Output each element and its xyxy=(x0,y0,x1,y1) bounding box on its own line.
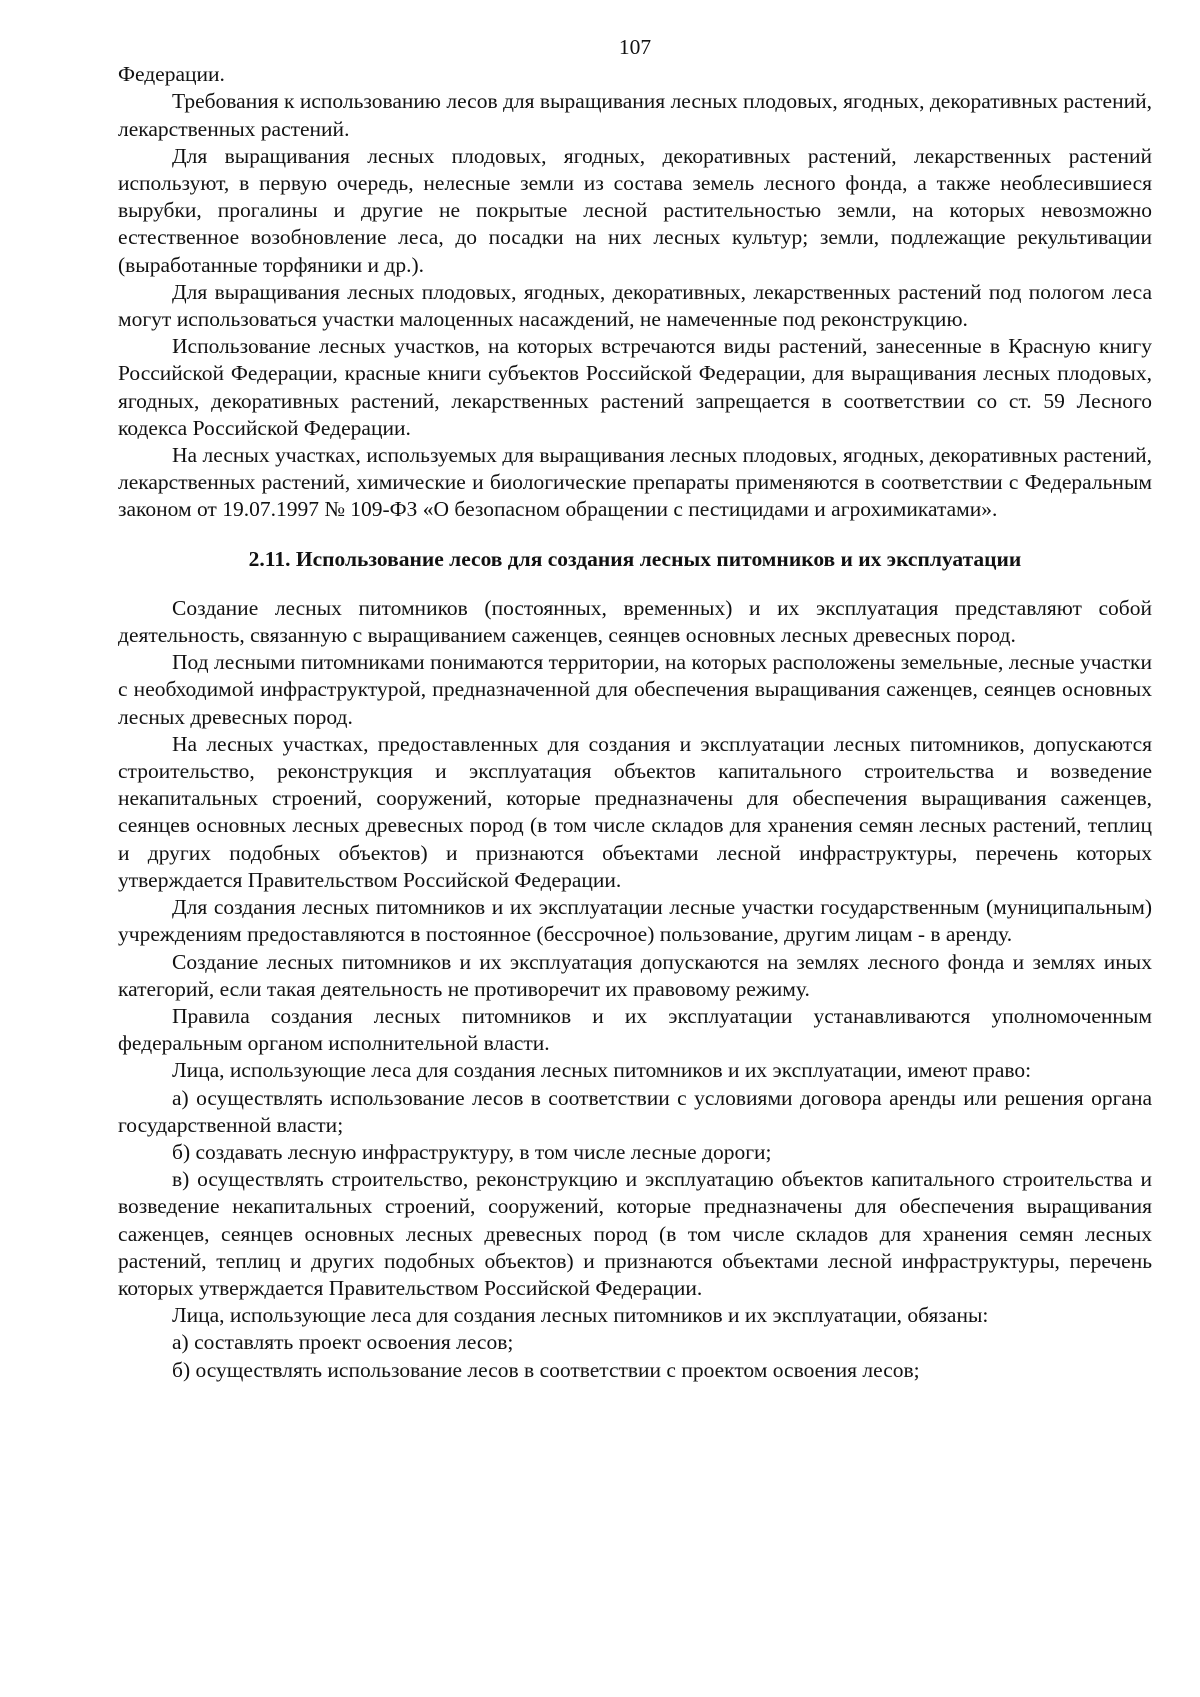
paragraph-top-5: На лесных участках, используемых для выращивания лесных плодовых, ягодных, декоративных растений, лекарственных растений, химические и биологические препараты применяются в соответствии с Федеральным законом от 19.07.1997 № 109-ФЗ «О безопасном обращении с пестицидами и агрохимикатами». xyxy=(118,443,1152,522)
paragraph-bottom-4: Создание лесных питомников и их эксплуатация допускаются на землях лесного фонда и землях иных категорий, если такая деятельность не противоречит их правовому режиму. xyxy=(118,949,1152,1001)
list-item-right-b: б) создавать лесную инфраструктуру, в том числе лесные дороги; xyxy=(172,1139,772,1164)
paragraph-obligations: Лица, использующие леса для создания лесных питомников и их эксплуатации, обязаны: xyxy=(172,1303,989,1328)
paragraph-bottom-0: Создание лесных питомников (постоянных, временных) и их эксплуатация представляют собой деятельность, связанную с выращиванием саженцев, сеянцев основных лесных древесных пород. xyxy=(118,595,1152,648)
paragraph-top-0: Федерации. xyxy=(118,62,225,87)
document-page xyxy=(118,34,1152,1384)
paragraph-top-2: Для выращивания лесных плодовых, ягодных, декоративных растений, лекарственных растений используют, в первую очередь, нелесные земли из состава земель лесного фонда, а также необлесившиеся вырубки, прогалины и другие не покрытые лесной растительностью земли, на которых невозможно естественное возобновление леса, до посадки на них лесных культур; земли, подлежащие рекультивации (выработанные торфяники и др.). xyxy=(118,143,1152,277)
paragraph-bottom-3: Для создания лесных питомников и их эксплуатации лесные участки государственным (муниципальным) учреждениям предоставляются в постоянное (бессрочное) пользование, другим лицам - в аренду. xyxy=(118,895,1152,947)
paragraph-bottom-5: Правила создания лесных питомников и их эксплуатации устанавливаются уполномоченным федеральным органом исполнительной власти. xyxy=(118,1003,1152,1056)
list-item-obligation-b: б) осуществлять использование лесов в соответствии с проектом освоения лесов; xyxy=(172,1357,920,1382)
list-item-right-v: в) осуществлять строительство, реконструкцию и эксплуатацию объектов капитального строительства и возведение некапитальных строений, сооружений, которые предназначены для обеспечения выращивания саженцев, сеянцев основных лесных древесных пород (в том числе складов для хранения семян лесных растений, теплиц и других подобных объектов) и признаются объектами лесной инфраструктуры, перечень которых утверждается Правительством Российской Федерации. xyxy=(118,1167,1152,1300)
section-heading: 2.11. Использование лесов для создания лесных питомников и их эксплуатации xyxy=(248,546,1022,571)
page-number: 107 xyxy=(618,35,652,59)
list-item-right-a: а) осуществлять использование лесов в соответствии с условиями договора аренды или решения органа государственной власти; xyxy=(118,1085,1152,1137)
paragraph-top-4: Использование лесных участков, на которых встречаются виды растений, занесенные в Красную книгу Российской Федерации, красные книги субъектов Российской Федерации, для выращивания лесных плодовых, ягодных, декоративных растений, лекарственных растений запрещается в соответствии со ст. 59 Лесного кодекса Российской Федерации. xyxy=(118,334,1152,440)
paragraph-bottom-6: Лица, использующие леса для создания лесных питомников и их эксплуатации, имеют право: xyxy=(172,1058,1032,1083)
list-item-obligation-a: а) составлять проект освоения лесов; xyxy=(172,1330,514,1355)
paragraph-bottom-1: Под лесными питомниками понимаются территории, на которых расположены земельные, лесные участки с необходимой инфраструктурой, предназначенной для обеспечения выращивания саженцев, сеянцев основных лесных древесных пород. xyxy=(118,650,1152,729)
paragraph-top-1: Требования к использованию лесов для выращивания лесных плодовых, ягодных, декоративных растений, лекарственных растений. xyxy=(118,89,1152,141)
paragraph-bottom-2: На лесных участках, предоставленных для создания и эксплуатации лесных питомников, допускаются строительство, реконструкция и эксплуатация объектов капитального строительства и возведение некапитальных строений, сооружений, которые предназначены для обеспечения выращивания саженцев, сеянцев основных лесных древесных пород (в том числе складов для хранения семян лесных растений, теплиц и других подобных объектов) и признаются объектами лесной инфраструктуры, перечень которых утверждается Правительством Российской Федерации. xyxy=(118,731,1152,892)
paragraph-top-3: Для выращивания лесных плодовых, ягодных, декоративных, лекарственных растений под пологом леса могут использоваться участки малоценных насаждений, не намеченные под реконструкцию. xyxy=(118,279,1152,332)
